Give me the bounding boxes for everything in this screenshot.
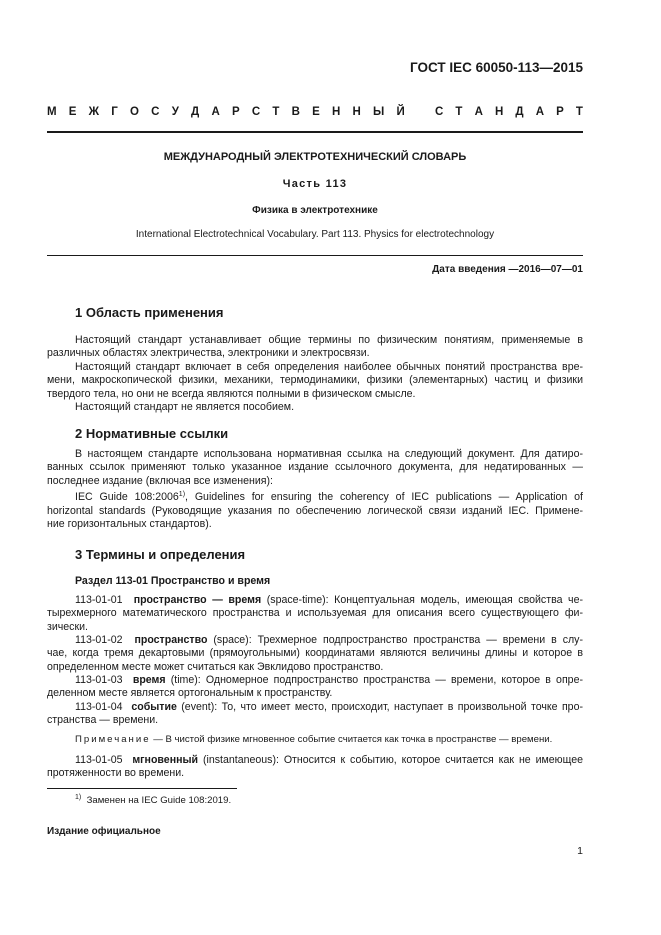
term-113-01-01: [47, 594, 583, 634]
ref-line1-rest: , Guidelines for ensuring the coherency of IEC publications — Application of: [185, 491, 583, 504]
footnote-text: Заменен на IEC Guide 108:2019.: [86, 795, 232, 806]
term-name: время: [132, 674, 166, 686]
banner-letter: Д: [191, 106, 200, 118]
term-def-line2: протяженности во времени.: [47, 767, 185, 780]
document-code: ГОСТ IEC 60050-113—2015: [410, 60, 583, 75]
term-def-line1: (instantaneous): Относится к событию, которое считается как не имеющее: [198, 754, 583, 766]
banner-letter: Н: [494, 106, 504, 118]
english-title: International Electrotechnical Vocabulary. Part 113. Physics for electrotechnology: [135, 229, 495, 240]
banner-letter: В: [291, 106, 300, 118]
ref-line2: horizontal standards (Руководящие указания по обеспечению логической связи изданий IEC. Примене-: [47, 504, 583, 517]
banner-letter: С: [151, 106, 160, 118]
footnote-ref: 1): [178, 491, 186, 499]
banner-letter: Д: [515, 106, 524, 118]
banner-letter: Г: [111, 106, 118, 118]
section-3-heading: 3 Термины и определения: [75, 547, 246, 562]
header-rule: [47, 131, 583, 133]
page-number: 1: [577, 845, 583, 857]
term-number: 113-01-01: [75, 594, 123, 606]
term-def-line1: (time): Одномерное подпространство пространства — времени, которое в опре-: [165, 674, 583, 686]
title-rule: [47, 255, 583, 256]
banner-letter: Ы: [373, 106, 385, 118]
term-number: 113-01-02: [75, 634, 123, 646]
banner-word-2: [435, 106, 583, 118]
banner-letter: Н: [331, 106, 341, 118]
note-label: Примечание: [75, 734, 151, 745]
term-number: 113-01-04: [75, 701, 123, 713]
term-113-01-03: [47, 674, 583, 701]
document-part: Часть 113: [282, 178, 348, 190]
banner-letter: У: [171, 106, 179, 118]
banner-letter: С: [435, 106, 444, 118]
banner-letter: С: [251, 106, 261, 118]
term-def-line1: (event): То, что имеет место, происходит, наступает в произвольной точке про-: [176, 701, 583, 713]
note: [75, 734, 552, 745]
banner-word-1: [47, 106, 405, 118]
banner-letter: Н: [352, 106, 361, 118]
banner-letter: О: [130, 106, 139, 118]
introduction-date: Дата введения —2016—07—01: [432, 264, 583, 275]
term-113-01-05: [47, 754, 583, 781]
s2-p1-line3: последнее издание (включая все изменения):: [47, 474, 273, 487]
footnote-rule: [47, 788, 237, 789]
term-name: пространство — время: [133, 594, 262, 606]
term-def-line1: (space): Трехмерное подпространство пространства — времени в слу-: [207, 634, 583, 646]
document-title: МЕЖДУНАРОДНЫЙ ЭЛЕКТРОТЕХНИЧЕСКИЙ СЛОВАРЬ: [163, 151, 467, 163]
banner-letter: Т: [575, 106, 583, 118]
term-name: событие: [131, 701, 177, 713]
s2-p1-line2: ванных ссылок применяют только указанное издание ссылочного документа, для недатированных —: [47, 461, 583, 474]
section-1-body: [47, 334, 583, 414]
term-def-line2: странства — времени.: [47, 714, 159, 727]
banner-letter: Т: [455, 106, 463, 118]
s1-p3: Настоящий стандарт не является пособием.: [75, 401, 295, 414]
interstate-standard-banner: [47, 106, 583, 118]
banner-letter: А: [211, 106, 220, 118]
section-2-body: [47, 448, 583, 531]
s2-p1-line1: В настоящем стандарте использована нормативная ссылка на следующий документ. Для датиро-: [75, 448, 583, 460]
term-name: мгновенный: [132, 754, 199, 766]
section-1-heading: 1 Область применения: [75, 305, 224, 320]
term-def-line2: деленном месте является ортогональным к пространству.: [47, 687, 333, 700]
footnote-mark: 1): [75, 794, 82, 801]
banner-letter: Ж: [88, 106, 100, 118]
term-number: 113-01-05: [75, 754, 123, 766]
subsection-heading: Раздел 113-01 Пространство и время: [75, 575, 271, 587]
banner-letter: А: [474, 106, 483, 118]
banner-letter: М: [47, 106, 57, 118]
document-subtitle: Физика в электротехнике: [252, 205, 378, 216]
banner-letter: Р: [556, 106, 564, 118]
official-edition-label: Издание официальное: [47, 826, 161, 837]
banner-letter: Т: [272, 106, 280, 118]
term-113-01-04: [47, 701, 583, 728]
term-def-line1: (space-time): Концептуальная модель, имеющая свойства че-: [261, 594, 583, 606]
term-def-line2: чае, когда тремя декартовыми (прямоугольными) координатами являются величины длины и которое в: [47, 647, 583, 660]
s1-p2-line3: твердого тела, но они не всегда являются полными в физическом смысле.: [47, 387, 416, 400]
term-number: 113-01-03: [75, 674, 123, 686]
term-def-line2: тырехмерного математического пространства и используемая для описания всего существующего фи-: [47, 607, 583, 620]
term-def-line3: зически.: [47, 620, 88, 633]
ref-line3: ние горизонтальных стандартов).: [47, 518, 212, 531]
term-name: пространство: [134, 634, 208, 646]
s1-p1-line1: Настоящий стандарт устанавливает общие термины по физическим понятиям, применяемые в: [75, 334, 583, 346]
banner-letter: А: [535, 106, 545, 118]
section-2-heading: 2 Нормативные ссылки: [75, 426, 229, 441]
banner-letter: Е: [312, 106, 320, 118]
s1-p2-line2: мени, макроскопической физики, механики, термодинамики, физики (элементарных) частиц и физики: [47, 374, 583, 387]
s1-p1-line2: различных областях электричества, электроники и электросвязи.: [47, 347, 370, 360]
ref-title: IEC Guide 108:2006: [75, 491, 179, 504]
term-113-01-02: [47, 634, 583, 674]
footnote: [75, 794, 231, 806]
term-def-line3: определенном месте может считаться как Эвклидово пространство.: [47, 660, 384, 673]
banner-letter: Й: [396, 106, 405, 118]
note-text: — В чистой физике мгновенное событие считается как точка в пространстве — времени.: [150, 734, 553, 745]
banner-letter: Е: [68, 106, 77, 118]
s1-p2-line1: Настоящий стандарт включает в себя определения наиболее обычных понятий пространства вре-: [75, 360, 583, 373]
banner-letter: Р: [231, 106, 240, 118]
